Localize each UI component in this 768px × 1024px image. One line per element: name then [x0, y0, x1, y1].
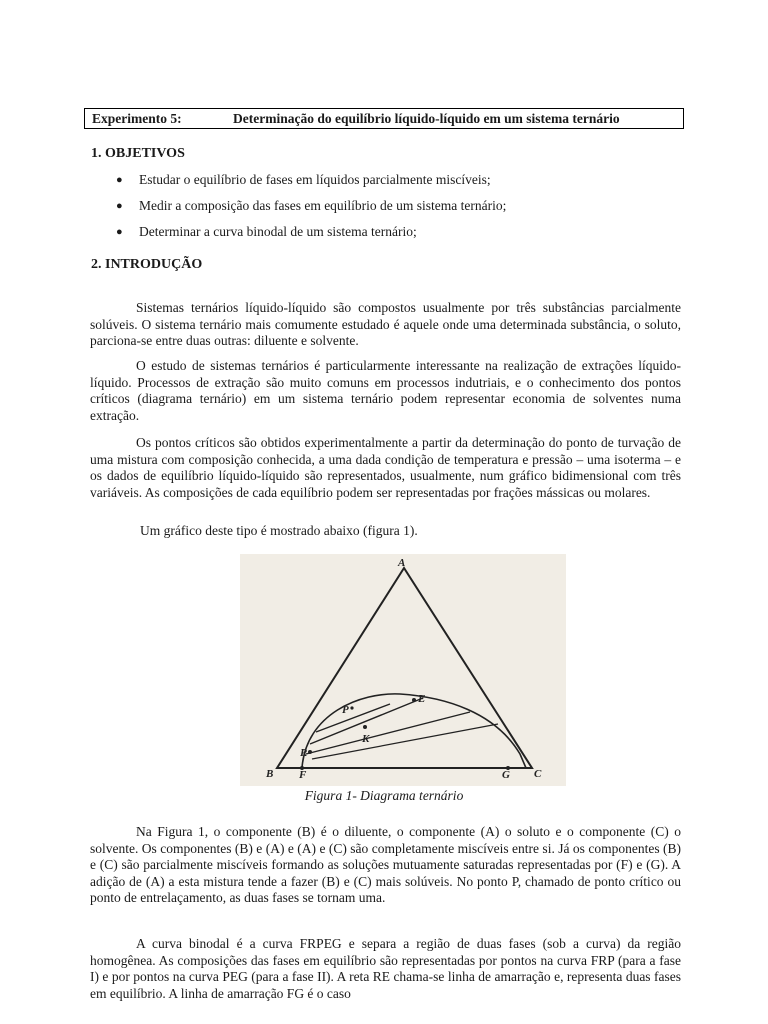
section-heading-objetivos: 1. OBJETIVOS — [91, 146, 185, 161]
bullet-icon: ● — [116, 174, 123, 186]
point-k — [363, 725, 367, 729]
point-e — [412, 698, 416, 702]
objectives-list — [112, 171, 506, 249]
paragraph: Sistemas ternários líquido-líquido são compostos usualmente por três substâncias parcialmente solúveis. O sistema ternário mais comumente estudado é aquele onde uma determinada substância, o soluto, parciona-se entre duas outras: diluente e solvente. — [90, 300, 681, 349]
section-heading-introducao: 2. INTRODUÇÃO — [91, 257, 203, 272]
paragraph: Um gráfico deste tipo é mostrado abaixo (figura 1). — [140, 523, 418, 538]
label-b: B — [266, 768, 274, 780]
bullet-icon: ● — [116, 226, 123, 238]
paragraph: A curva binodal é a curva FRPEG e separa a região de duas fases (sob a curva) da região homogênea. As composições das fases em equilíbrio são representadas por pontos na curva FRP (para a fase I) e por pontos na curva PEG (para a fase II). A reta RE chama-se linha de amarração e, representa duas fases em equilíbrio. A linha de amarração FG é o caso — [90, 936, 681, 1001]
point-r — [308, 750, 312, 754]
paragraph: Na Figura 1, o componente (B) é o diluente, o componente (A) o soluto e o componente (C) o solvente. Os componentes (B) e (A) e (A) e (C) são completamente miscíveis entre si. Já os componentes (B) e (C) são parcialmente miscíveis formando as soluções mutuamente saturadas representadas por (F) e (G). A adição de (A) a esta mistura tende a fazer (B) e (C) mais solúveis. No ponto P, chamado de ponto crítico ou ponto de entrelaçamento, as duas fases se tornam uma. — [90, 824, 681, 906]
point-p — [350, 706, 353, 709]
label-r: R — [300, 747, 308, 759]
list-item: ● Medir a composição das fases em equilíbrio de um sistema ternário; — [116, 198, 507, 213]
label-c: C — [534, 768, 542, 780]
tie-line-1 — [306, 712, 470, 754]
label-e: E — [418, 693, 426, 705]
label-p: P — [342, 704, 349, 716]
list-item: ● Estudar o equilíbrio de fases em líquidos parcialmente miscíveis; — [116, 172, 491, 187]
label-k: K — [362, 733, 370, 745]
triangle-outline — [277, 568, 532, 768]
experiment-number: Experimento 5: — [92, 111, 182, 126]
experiment-title: Determinação do equilíbrio líquido-líquido em um sistema ternário — [233, 111, 620, 126]
list-item: ● Determinar a curva binodal de um sistema ternário; — [116, 224, 417, 239]
label-f: F — [299, 769, 307, 781]
label-a: A — [398, 557, 406, 569]
experiment-title-box — [84, 108, 684, 129]
paragraph: Os pontos críticos são obtidos experimentalmente a partir da determinação do ponto de turvação de uma mistura com composição conhecida, a uma dada condição de temperatura e pressão – uma isoterma – e os dados de equilíbrio líquido-líquido são representados, usualmente, num gráfico bidimensional com três variáveis. As composições de cada equilíbrio podem ser representadas por frações mássicas ou molares. — [90, 435, 681, 500]
paragraph: O estudo de sistemas ternários é particularmente interessante na realização de extrações líquido-líquido. Processos de extração são muito comuns em processos indutriais, e o conhecimento dos pontos críticos (diagrama ternário) em um sistema ternário podem representar economia de solventes numa extração. — [90, 358, 681, 423]
ternary-diagram-figure — [240, 554, 566, 786]
bullet-icon: ● — [116, 200, 123, 212]
figure-caption: Figura 1- Diagrama ternário — [304, 788, 464, 803]
ternary-diagram — [240, 554, 566, 786]
label-g: G — [502, 769, 510, 781]
